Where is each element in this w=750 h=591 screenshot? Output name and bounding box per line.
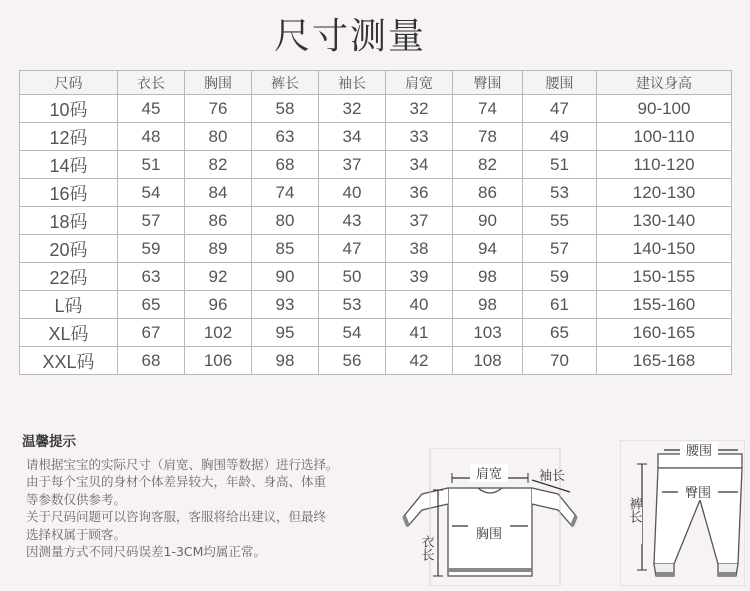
column-header: 胸围 xyxy=(185,71,252,95)
measurement-cell: 80 xyxy=(185,123,252,151)
measurement-cell: 65 xyxy=(523,319,597,347)
measurement-cell: 150-155 xyxy=(597,263,732,291)
measurement-cell: 53 xyxy=(319,291,386,319)
right-sleeve-icon xyxy=(532,488,576,526)
size-cell: 16码 xyxy=(20,179,118,207)
measurement-cell: 102 xyxy=(185,319,252,347)
measurement-cell: 37 xyxy=(386,207,453,235)
table-row xyxy=(20,291,732,319)
measurement-cell: 59 xyxy=(118,235,185,263)
measurement-cell: 74 xyxy=(453,95,523,123)
measurement-cell: 89 xyxy=(185,235,252,263)
measurement-cell: 96 xyxy=(185,291,252,319)
size-cell: 18码 xyxy=(20,207,118,235)
table-row xyxy=(20,207,732,235)
measurement-cell: 68 xyxy=(252,151,319,179)
measurement-cell: 33 xyxy=(386,123,453,151)
size-cell: 22码 xyxy=(20,263,118,291)
measurement-cell: 34 xyxy=(386,151,453,179)
measurement-cell: 84 xyxy=(185,179,252,207)
measurement-cell: 82 xyxy=(453,151,523,179)
size-cell: 20码 xyxy=(20,235,118,263)
measurement-cell: 155-160 xyxy=(597,291,732,319)
measurement-cell: 40 xyxy=(386,291,453,319)
measurement-cell: 65 xyxy=(118,291,185,319)
pants-body-icon xyxy=(654,468,742,564)
measurement-cell: 78 xyxy=(453,123,523,151)
table-row xyxy=(20,179,732,207)
table-row xyxy=(20,235,732,263)
measurement-cell: 53 xyxy=(523,179,597,207)
measurement-cell: 103 xyxy=(453,319,523,347)
measurement-cell: 48 xyxy=(118,123,185,151)
table-row xyxy=(20,347,732,375)
column-header: 建议身高 xyxy=(597,71,732,95)
measurement-cell: 165-168 xyxy=(597,347,732,375)
measurement-cell: 80 xyxy=(252,207,319,235)
size-cell: L码 xyxy=(20,291,118,319)
column-header: 肩宽 xyxy=(386,71,453,95)
measurement-cell: 59 xyxy=(523,263,597,291)
measurement-cell: 93 xyxy=(252,291,319,319)
measurement-cell: 39 xyxy=(386,263,453,291)
measurement-cell: 130-140 xyxy=(597,207,732,235)
column-header: 臀围 xyxy=(453,71,523,95)
column-header: 尺码 xyxy=(20,71,118,95)
measurement-cell: 106 xyxy=(185,347,252,375)
shoulder-label: 肩宽 xyxy=(475,467,503,482)
measurement-cell: 57 xyxy=(523,235,597,263)
tips-panel xyxy=(22,434,392,561)
waist-label: 腰围 xyxy=(685,444,713,459)
size-table xyxy=(19,70,732,375)
left-sleeve-icon xyxy=(404,488,448,526)
page-title: 尺寸测量 xyxy=(273,16,426,57)
measurement-cell: 67 xyxy=(118,319,185,347)
sleeve-label: 袖长 xyxy=(538,469,566,484)
measurement-cell: 92 xyxy=(185,263,252,291)
measurement-cell: 51 xyxy=(523,151,597,179)
measurement-cell: 57 xyxy=(118,207,185,235)
size-cell: 14码 xyxy=(20,151,118,179)
measurement-cell: 36 xyxy=(386,179,453,207)
measurement-cell: 45 xyxy=(118,95,185,123)
measurement-cell: 68 xyxy=(118,347,185,375)
measurement-cell: 47 xyxy=(319,235,386,263)
tip-line: 选择权属于顾客。 xyxy=(26,526,127,542)
measurement-cell: 61 xyxy=(523,291,597,319)
measurement-cell: 43 xyxy=(319,207,386,235)
pants-length-label: 裤长 xyxy=(626,497,642,523)
tip-line: 等参数仅供参考。 xyxy=(26,491,127,507)
measurement-cell: 90 xyxy=(252,263,319,291)
measurement-cell: 38 xyxy=(386,235,453,263)
measurement-cell: 140-150 xyxy=(597,235,732,263)
measurement-cell: 41 xyxy=(386,319,453,347)
table-row xyxy=(20,319,732,347)
column-header: 裤长 xyxy=(252,71,319,95)
column-header: 衣长 xyxy=(118,71,185,95)
shirt-diagram xyxy=(400,448,580,586)
size-cell: XXL码 xyxy=(20,347,118,375)
measurement-cell: 100-110 xyxy=(597,123,732,151)
measurement-cell: 90 xyxy=(453,207,523,235)
tip-line: 关于尺码问题可以咨询客服，客服将给出建议，但最终 xyxy=(26,509,327,524)
tip-line: 请根据宝宝的实际尺寸（肩宽、胸围等数据）进行选择。 xyxy=(26,456,339,472)
measurement-cell: 32 xyxy=(319,95,386,123)
measurement-cell: 76 xyxy=(185,95,252,123)
measurement-cell: 54 xyxy=(118,179,185,207)
tip-line: 因测量方式不同尺码误差1-3CM均属正常。 xyxy=(26,544,266,559)
hip-label: 臀围 xyxy=(684,486,712,501)
measurement-cell: 54 xyxy=(319,319,386,347)
column-header: 腰围 xyxy=(523,71,597,95)
measurement-cell: 50 xyxy=(319,263,386,291)
measurement-cell: 86 xyxy=(185,207,252,235)
measurement-cell: 74 xyxy=(252,179,319,207)
shirt-length-label: 衣长 xyxy=(418,535,434,561)
measurement-cell: 86 xyxy=(453,179,523,207)
measurement-cell: 70 xyxy=(523,347,597,375)
measurement-cell: 49 xyxy=(523,123,597,151)
measurement-cell: 37 xyxy=(319,151,386,179)
measurement-cell: 55 xyxy=(523,207,597,235)
measurement-cell: 34 xyxy=(319,123,386,151)
measurement-cell: 82 xyxy=(185,151,252,179)
measurement-cell: 40 xyxy=(319,179,386,207)
measurement-cell: 90-100 xyxy=(597,95,732,123)
measurement-cell: 85 xyxy=(252,235,319,263)
measurement-cell: 47 xyxy=(523,95,597,123)
measurement-cell: 98 xyxy=(453,291,523,319)
table-row xyxy=(20,151,732,179)
measurement-cell: 98 xyxy=(252,347,319,375)
measurement-cell: 110-120 xyxy=(597,151,732,179)
measurement-cell: 98 xyxy=(453,263,523,291)
table-header-row xyxy=(20,71,732,95)
table-row xyxy=(20,123,732,151)
chest-label: 胸围 xyxy=(475,527,503,542)
size-cell: XL码 xyxy=(20,319,118,347)
measurement-cell: 63 xyxy=(252,123,319,151)
table-row xyxy=(20,95,732,123)
measurement-cell: 95 xyxy=(252,319,319,347)
measurement-cell: 63 xyxy=(118,263,185,291)
measurement-cell: 32 xyxy=(386,95,453,123)
tip-line: 由于每个宝贝的身材个体差异较大，年龄、身高、体重 xyxy=(26,474,327,489)
measurement-cell: 51 xyxy=(118,151,185,179)
size-cell: 12码 xyxy=(20,123,118,151)
measurement-cell: 120-130 xyxy=(597,179,732,207)
measurement-cell: 94 xyxy=(453,235,523,263)
measurement-cell: 42 xyxy=(386,347,453,375)
measurement-cell: 108 xyxy=(453,347,523,375)
measurement-cell: 160-165 xyxy=(597,319,732,347)
tips-title: 温馨提示 xyxy=(22,434,76,450)
table-row xyxy=(20,263,732,291)
column-header: 袖长 xyxy=(319,71,386,95)
measurement-cell: 58 xyxy=(252,95,319,123)
size-cell: 10码 xyxy=(20,95,118,123)
pants-diagram xyxy=(620,440,745,586)
measurement-cell: 56 xyxy=(319,347,386,375)
